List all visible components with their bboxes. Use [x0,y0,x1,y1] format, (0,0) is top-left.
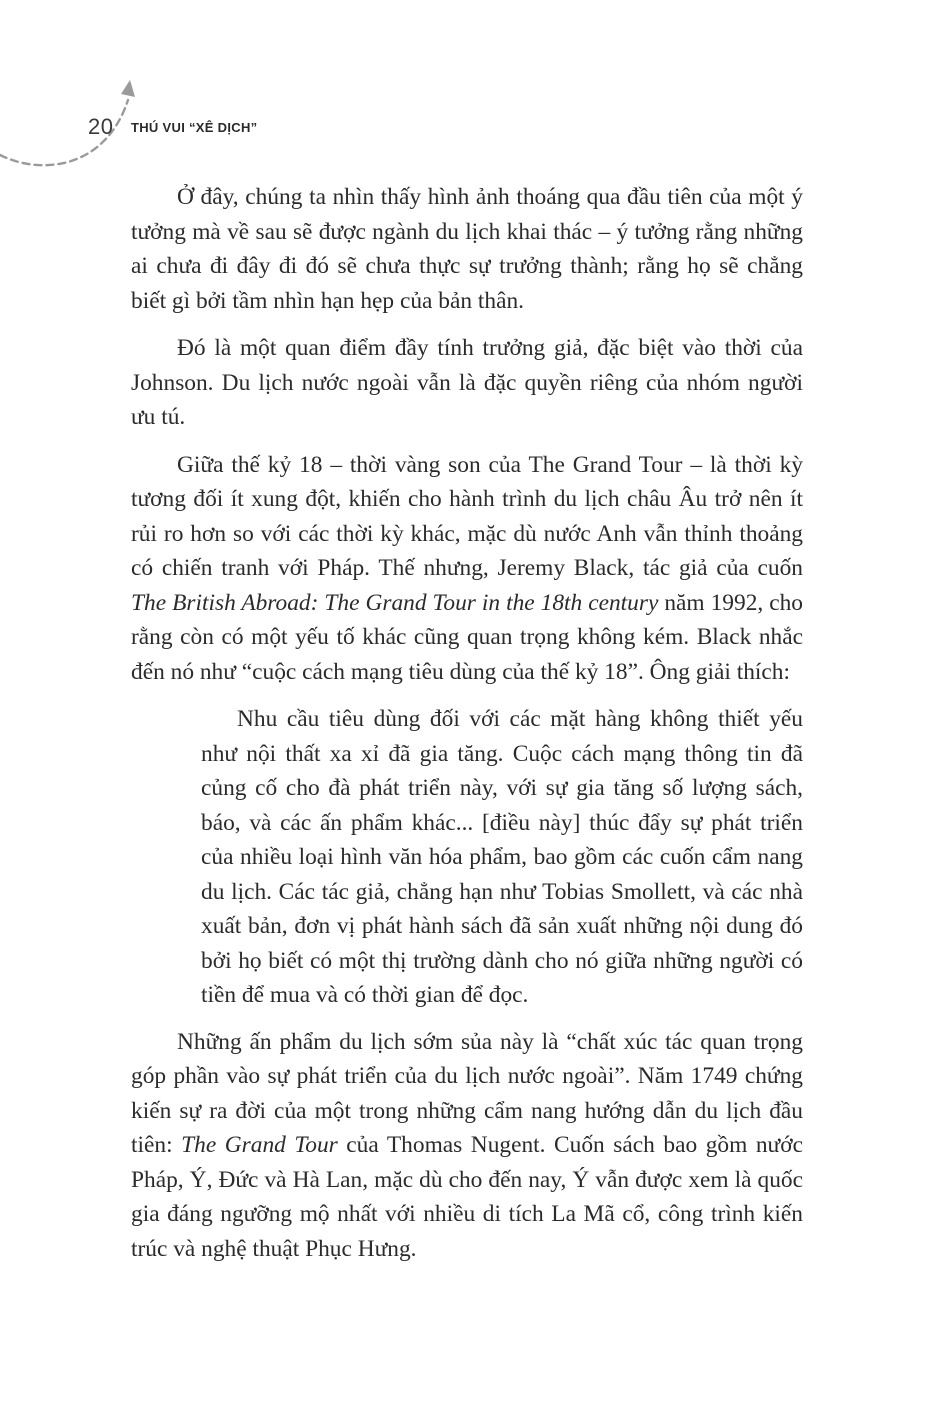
paragraph-2: Đó là một quan điểm đầy tính trưởng giả, đặc biệt vào thời của Johnson. Du lịch nước ngoài vẫn là đặc quyền riêng của nhóm người ưu tú. [131,335,803,430]
book-title-british-abroad: The British Abroad: The Grand Tour in the 18th century [131,589,659,616]
paragraph-4 [131,1025,803,1267]
running-title: THÚ VUI “XÊ DỊCH” [131,120,258,135]
paragraph-1: Ở đây, chúng ta nhìn thấy hình ảnh thoáng qua đầu tiên của một ý tưởng mà về sau sẽ được ngành du lịch khai thác – ý tưởng rằng những ai chưa đi đây đi đó sẽ chưa thực sự trưởng thành; rằng họ sẽ chẳng biết gì bởi tầm nhìn hạn hẹp của bản thân. [131,184,803,314]
page-number: 20 [88,114,114,139]
paragraph-4-text-a: Những ấn phẩm du lịch sớm sủa này là “chất xúc tác quan trọng góp phần vào sự phát triển của du lịch nước ngoài”. Năm 1749 chứng kiến sự ra đời của một trong những cẩm nang hướng dẫn du lịch đầu tiên: [131,1028,803,1158]
paragraph-3 [131,448,803,690]
paragraph-4-text-b: của Thomas Nugent. Cuốn sách bao gồm nước Pháp, Ý, Đức và Hà Lan, mặc dù cho đến nay, Ý vẫn được xem là quốc gia đáng ngưỡng mộ nhất với nhiều di tích La Mã cổ, công trình kiến trúc và nghệ thuật Phục Hưng. [131,1132,803,1262]
block-quote: Nhu cầu tiêu dùng đối với các mặt hàng không thiết yếu như nội thất xa xỉ đã gia tăng. Cuộc cách mạng thông tin đã củng cố cho đà phát triển này, với sự gia tăng số lượng sách, báo, và các ấn phẩm khác... [điều này] thúc đẩy sự phát triển của nhiều loại hình văn hóa phẩm, bao gồm các cuốn cẩm nang du lịch. Các tác giả, chẳng hạn như Tobias Smollett, và các nhà xuất bản, đơn vị phát hành sách đã sản xuất những nội dung đó bởi họ biết có một thị trường dành cho nó giữa những người có tiền để mua và có thời gian để đọc. [201,706,803,1008]
page-body [131,180,803,1279]
paragraph-3-text-b: năm 1992, cho rằng còn có một yếu tố khác cũng quan trọng không kém. Black nhắc đến nó như “cuộc cách mạng tiêu dùng của thế kỷ 18”. Ông giải thích: [131,589,803,685]
paragraph-3-text-a: Giữa thế kỷ 18 – thời vàng son của The Grand Tour – là thời kỳ tương đối ít xung đột, khiến cho hành trình du lịch châu Âu trở nên ít rủi ro hơn so với các thời kỳ khác, mặc dù nước Anh vẫn thỉnh thoảng có chiến tranh với Pháp. Thế nhưng, Jeremy Black, tác giả của cuốn [131,451,803,581]
book-title-grand-tour: The Grand Tour [181,1132,338,1158]
dashed-curved-arrow-icon [0,70,150,190]
